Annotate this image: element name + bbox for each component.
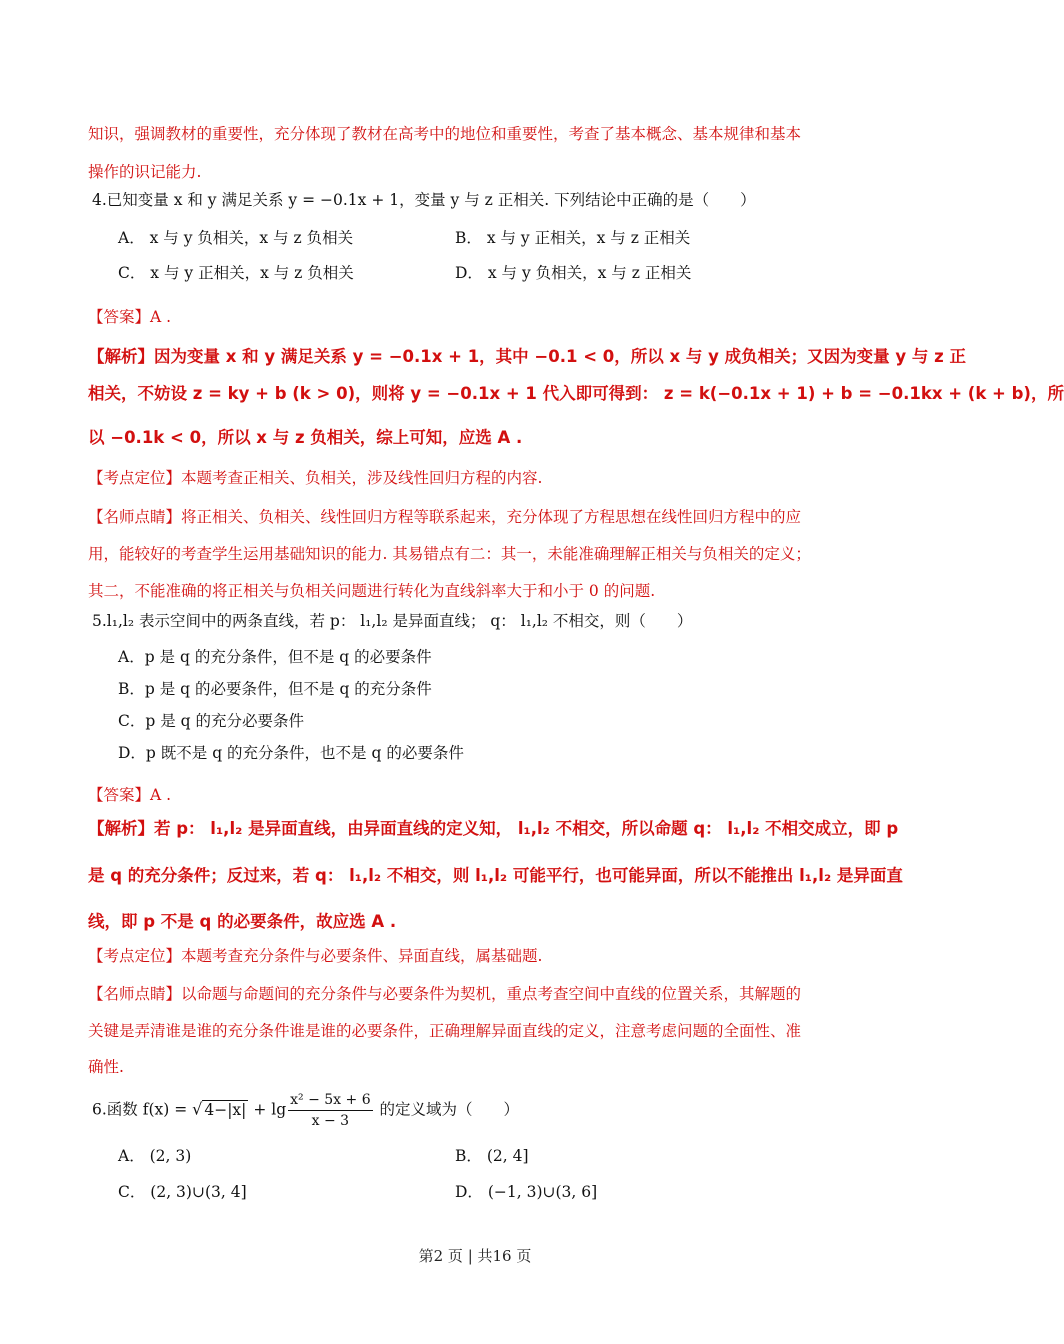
q4-analysis-line-1: 【解析】因为变量 x 和 y 满足关系 y = −0.1x + 1，其中 −0.1 < 0，所以 x 与 y 成负相关；又因为变量 y 与 z 正: [88, 347, 966, 366]
q4-option-d: D． x 与 y 负相关，x 与 z 正相关: [455, 264, 692, 282]
q6-fraction: [288, 1090, 372, 1131]
q6-option-d: D． (−1, 3)∪(3, 6]: [455, 1183, 598, 1201]
intro-line-1: 知识，强调教材的重要性，充分体现了教材在高考中的地位和重要性，考查了基本概念、基本规律和基本: [88, 125, 802, 143]
q6-stem-mid: + lg: [248, 1100, 287, 1119]
q5-dianjing-line-3: 确性.: [88, 1058, 124, 1076]
q5-stem: 5.l₁,l₂ 表示空间中的两条直线，若 p： l₁,l₂ 是异面直线； q： l₁,l₂ 不相交，则（ ）: [92, 612, 693, 630]
intro-line-2: 操作的识记能力.: [88, 163, 202, 181]
q5-analysis-line-2: 是 q 的充分条件；反过来，若 q： l₁,l₂ 不相交，则 l₁,l₂ 可能平行，也可能异面，所以不能推出 l₁,l₂ 是异面直: [88, 866, 903, 885]
q5-answer: 【答案】A .: [88, 786, 172, 804]
q4-option-b: B． x 与 y 正相关，x 与 z 正相关: [455, 229, 691, 247]
q4-dianjing-line-2: 用，能较好的考查学生运用基础知识的能力. 其易错点有二：其一，未能准确理解正相关与负相关的定义；: [88, 545, 811, 563]
q4-dianjing-line-3: 其二，不能准确的将正相关与负相关问题进行转化为直线斜率大于和小于 0 的问题.: [88, 582, 656, 600]
q6-stem-prefix: 6.函数 f(x) =: [92, 1100, 193, 1119]
q6-fraction-denominator: x − 3: [311, 1113, 350, 1129]
q5-option-a: A．p 是 q 的充分条件，但不是 q 的必要条件: [118, 648, 432, 666]
q6-stem-suffix: 的定义域为（ ）: [374, 1100, 520, 1119]
q6-stem: 6.函数 f(x) = √ 4−|x| + lg $\frac{\text{x² − 5x + 6}}{x - 3}$ 的定义域为（ ）: [92, 1092, 520, 1129]
q5-dianjing-line-1: 【名师点睛】以命题与命题间的充分条件与必要条件为契机，重点考查空间中直线的位置关系，其解题的: [88, 985, 802, 1003]
q4-option-c: C． x 与 y 正相关，x 与 z 负相关: [118, 264, 354, 282]
q5-kaodian: 【考点定位】本题考查充分条件与必要条件、异面直线，属基础题.: [88, 947, 543, 965]
q6-fraction-numerator: x² − 5x + 6: [288, 1090, 372, 1111]
q4-analysis-line-2: 相关，不妨设 z = ky + b (k > 0)，则将 y = −0.1x + 1 代入即可得到： z = k(−0.1x + 1) + b = −0.1kx + (k + b)，所: [88, 384, 1064, 403]
q4-option-a: A． x 与 y 负相关，x 与 z 负相关: [118, 229, 354, 247]
q5-option-c: C．p 是 q 的充分必要条件: [118, 712, 304, 730]
q6-stem-sqrt: 4−|x|: [204, 1100, 247, 1119]
q5-analysis-line-1: 【解析】若 p： l₁,l₂ 是异面直线，由异面直线的定义知， l₁,l₂ 不相交，所以命题 q： l₁,l₂ 不相交成立，即 p: [88, 819, 899, 838]
q4-stem: 4.已知变量 x 和 y 满足关系 y = −0.1x + 1，变量 y 与 z 正相关. 下列结论中正确的是（ ）: [92, 191, 756, 209]
q6-option-a: A． (2, 3): [118, 1147, 192, 1165]
q4-answer: 【答案】A .: [88, 308, 172, 326]
q5-dianjing-line-2: 关键是弄清谁是谁的充分条件谁是谁的必要条件，正确理解异面直线的定义，注意考虑问题的全面性、准: [88, 1022, 802, 1040]
q5-option-d: D．p 既不是 q 的充分条件，也不是 q 的必要条件: [118, 744, 464, 762]
q6-option-b: B． (2, 4]: [455, 1147, 529, 1165]
q5-analysis-line-3: 线，即 p 不是 q 的必要条件，故应选 A .: [88, 912, 397, 931]
q4-analysis-line-3: 以 −0.1k < 0，所以 x 与 z 负相关，综上可知，应选 A .: [88, 428, 523, 447]
q4-kaodian: 【考点定位】本题考查正相关、负相关，涉及线性回归方程的内容.: [88, 469, 543, 487]
q6-option-c: C． (2, 3)∪(3, 4]: [118, 1183, 247, 1201]
q5-option-b: B．p 是 q 的必要条件，但不是 q 的充分条件: [118, 680, 432, 698]
q4-dianjing-line-1: 【名师点睛】将正相关、负相关、线性回归方程等联系起来，充分体现了方程思想在线性回归方程中的应: [88, 508, 802, 526]
page-footer: 第2 页 | 共16 页: [418, 1247, 532, 1265]
